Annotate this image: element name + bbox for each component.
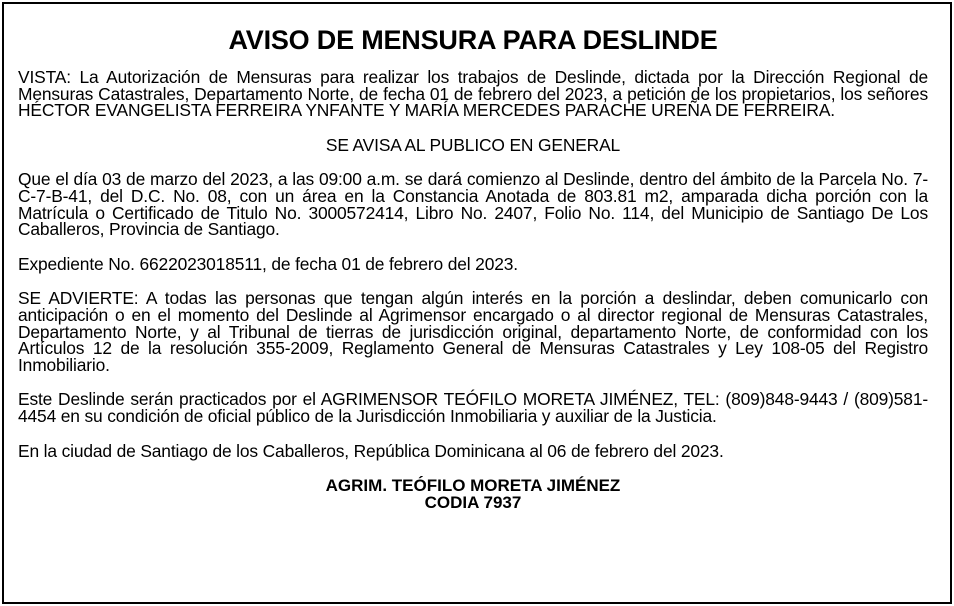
expediente-line: Expediente No. 6622023018511, de fecha 01 de febrero del 2023. [18, 253, 518, 274]
vista-paragraph: VISTA: La Autorización de Mensuras para realizar los trabajos de Deslinde, dictada por la Dirección Regional de Mensuras Catastrales, Departamento Norte, de fecha 01 de febrero del 2023, a petición de los propietarios, los señores HÉCTOR EVANGELISTA FERREIRA YNFANTE Y MARÍA MERCEDES PARACHE UREÑA DE FERREIRA. [18, 67, 928, 121]
practicados-paragraph: Este Deslinde serán practicados por el AGRIMENSOR TEÓFILO MORETA JIMÉNEZ, TEL: (809)848-9443 / (809)581-4454 en su condición de oficial público de la Jurisdicción Inmobiliaria y auxiliar de la Justicia. [18, 389, 928, 426]
body-paragraph: Que el día 03 de marzo del 2023, a las 09:00 a.m. se dará comienzo al Deslinde, dentro del ámbito de la Parcela No. 7-C-7-B-41, del D.C. No. 08, con un área en la Constancia Anotada de 803.81 m2, amparada dicha porción con la Matrícula o Certificado de Titulo No. 3000572414, Libro No. 2407, Folio No. 114, del Municipio de Santiago De Los Caballeros, Provincia de Santiago. [18, 169, 928, 240]
place-date-line: En la ciudad de Santiago de los Caballeros, República Dominicana al 06 de febrero del 2023. [18, 440, 724, 461]
notice-content [18, 24, 928, 511]
announce-line: SE AVISA AL PUBLICO EN GENERAL [325, 134, 621, 155]
advierte-paragraph: SE ADVIERTE: A todas las personas que tengan algún interés en la porción a deslindar, deben comunicarlo con anticipación o en el momento del Deslinde al Agrimensor encargado o al director regional de Mensuras Catastrales, Departamento Norte, y al Tribunal de tierras de jurisdicción original, departamento Norte, de conformidad con los Artículos 12 de la resolución 355-2009, Reglamento General de Mensuras Catastrales y Ley 108-05 del Registro Inmobiliario. [18, 288, 928, 375]
notice-title: AVISO DE MENSURA PARA DESLINDE [228, 25, 718, 55]
signature-name: AGRIM. TEÓFILO MORETA JIMÉNEZ [325, 476, 621, 496]
signature-codia: CODIA 7937 [424, 493, 522, 513]
